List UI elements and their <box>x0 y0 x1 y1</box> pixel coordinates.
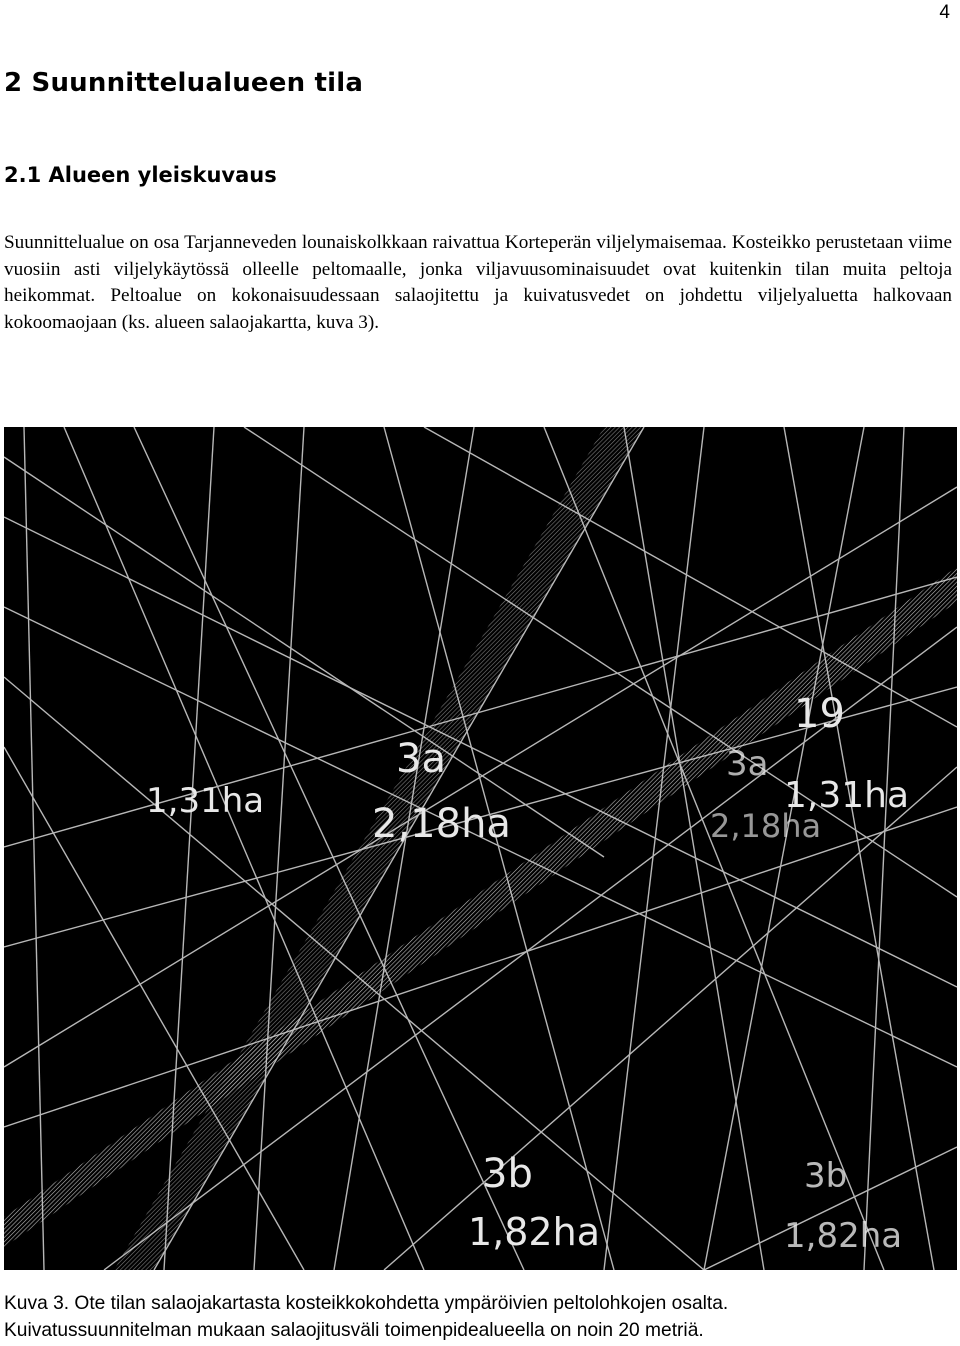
figure-caption <box>4 1290 952 1344</box>
label-parcel-3b-left: 3b <box>482 1151 533 1197</box>
page-number: 4 <box>939 2 950 23</box>
drainage-map-svg <box>4 427 957 1270</box>
label-area-left: 1,31ha <box>146 781 265 821</box>
label-parcel-3a-right: 3a <box>726 744 769 784</box>
caption-line-1: Kuva 3. Ote tilan salaojakartasta kosteikkokohdetta ympäröivien peltolohkojen osalta. <box>4 1293 729 1314</box>
label-area-3a-left: 2,18ha <box>372 801 511 847</box>
label-area-3b-right: 1,82ha <box>784 1216 903 1256</box>
label-parcel-19: 19 <box>794 691 845 737</box>
body-paragraph: Suunnittelualue on osa Tarjanneveden lounaiskolkkaan raivattua Korteperän viljelymaisemaa. Kosteikko perustetaan viime vuosiin asti viljelykäytössä olleelle peltomaalle, jonka viljavuusominaisuudet ovat kuitenkin tilan muita peltoja heikommat. Peltoalue on kokonaisuudessaan salaojitettu ja kuivatusvedet on johdettu viljelyaluetta halkovaan kokoomaojaan (ks. alueen salaojakartta, kuva 3). <box>4 232 952 333</box>
label-area-3b-left: 1,82ha <box>468 1210 600 1254</box>
drainage-map-figure <box>4 427 957 1270</box>
caption-line-2: Kuivatussuunnitelman mukaan salaojitusväli toimenpidealueella on noin 20 metriä. <box>4 1320 704 1341</box>
label-parcel-3a-left: 3a <box>396 736 446 782</box>
label-parcel-3b-right: 3b <box>804 1156 848 1196</box>
label-area-right: 1,31ha <box>784 775 910 816</box>
subsection-heading: 2.1 Alueen yleiskuvaus <box>4 163 277 187</box>
section-heading: 2 Suunnittelualueen tila <box>4 68 364 98</box>
label-area-3a-right: 2,18ha <box>710 807 822 845</box>
